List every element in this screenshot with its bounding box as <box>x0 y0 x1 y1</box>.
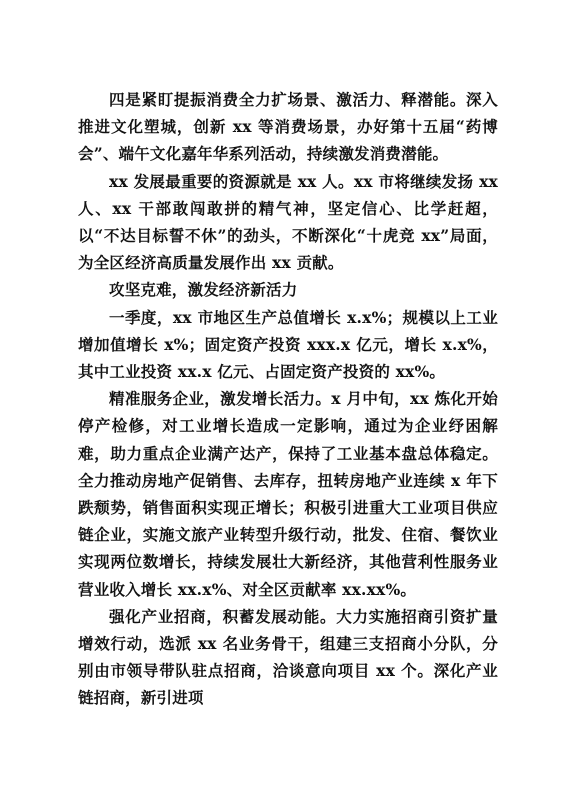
paragraph-consumption: 四是紧盯提振消费全力扩场景、激活力、释潜能。深入推进文化塑城，创新 xx 等消费场景，办好第十五届“药博会”、端午文化嘉年华系列活动，持续激发消费潜能。 <box>78 90 498 164</box>
section-heading: 攻坚克难，激发经济新活力 <box>109 280 298 300</box>
paragraph-development-resources: xx 发展最重要的资源就是 xx 人。xx 市将继续发扬 xx 人、xx 干部敢闯敢拼的精气神，坚定信心、比学赶超，以“不达目标誓不休”的劲头，不断深化“十虎竞 xx”局面，为全区经济高质量发展作出 xx 贡献。 <box>78 171 498 273</box>
document-body <box>78 86 498 712</box>
paragraph-first-quarter: 一季度，xx 市地区生产总值增长 x.x%；规模以上工业增加值增长 x%；固定资产投资 xxx.x 亿元，增长 x.x%，其中工业投资 xx.x 亿元、占固定资产投资的 xx%。 <box>78 307 498 382</box>
paragraph-investment-promotion: 强化产业招商，积蓄发展动能。大力实施招商引资扩量增效行动，选派 xx 名业务骨干，组建三支招商小分队，分别由市领导带队驻点招商，洽谈意向项目 xx 个。深化产业链招商，新引进项 <box>78 606 498 708</box>
paragraph-enterprise-service: 精准服务企业，激发增长活力。x 月中旬，xx 炼化开始停产检修，对工业增长造成一定影响，通过为企业纾困解难，助力重点企业满产达产，保持了工业基本盘总体稳定。全力推动房地产促销售、去库存，扭转房地产业连续 x 年下跌颓势，销售面积实现正增长；积极引进重大工业项目供应链企业，实施文旅产业转型升级行动，批发、住宿、餐饮业实现两位数增长，持续发展壮大新经济，其他营利性服务业营业收入增长 xx.x%、对全区贡献率 xx.xx%。 <box>78 389 498 599</box>
